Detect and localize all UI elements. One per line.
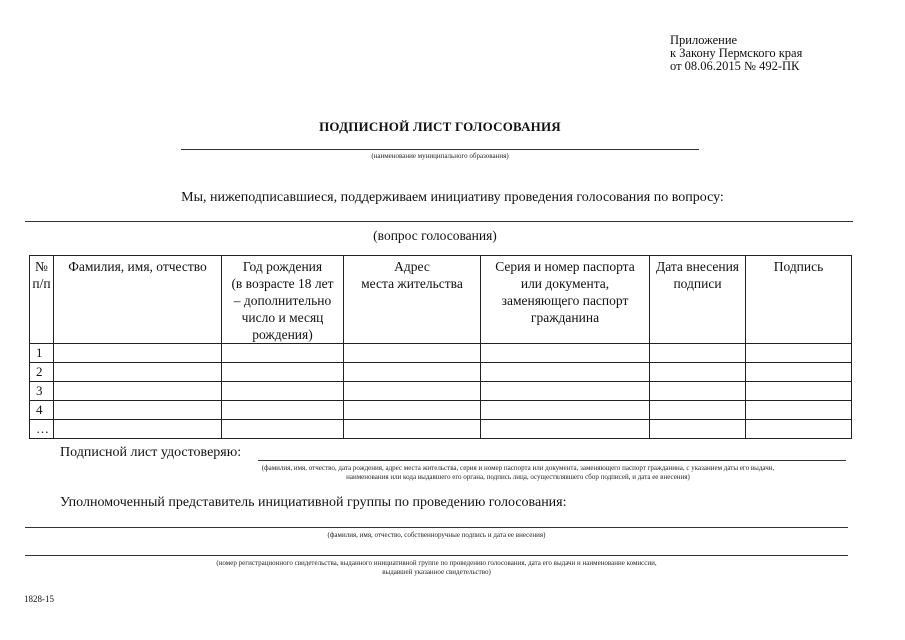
table-row xyxy=(30,344,852,363)
row-number: 1 xyxy=(30,344,54,363)
header-text: Подпись xyxy=(773,259,824,274)
representative-label: Уполномоченный представитель инициативной группы по проведению голосования: xyxy=(60,495,567,510)
appendix-line-2: к Закону Пермского края xyxy=(670,46,803,60)
birth-year-cell[interactable] xyxy=(222,363,344,382)
row-number: 2 xyxy=(30,363,54,382)
signature-cell[interactable] xyxy=(746,363,852,382)
full-name-cell[interactable] xyxy=(54,363,222,382)
row-number: … xyxy=(30,420,54,439)
representative-caption: (фамилия, имя, отчество, собственноручные подпись и дата ее внесения) xyxy=(327,531,546,539)
header-signing-date xyxy=(650,256,746,344)
address-cell[interactable] xyxy=(344,363,481,382)
certify-caption-1: (фамилия, имя, отчество, дата рождения, адрес места жительства, серия и номер паспорта или документа, заменяющего паспорт гражданина, с указанием даты его выдачи, xyxy=(261,464,775,472)
intro-text: Мы, нижеподписавшиеся, поддерживаем инициативу проведения голосования по вопросу: xyxy=(181,190,724,205)
signing-date-cell[interactable] xyxy=(650,363,746,382)
header-text: или документа, xyxy=(520,276,610,291)
table-row xyxy=(30,382,852,401)
header-text: (в возрасте 18 лет xyxy=(231,276,334,291)
header-text: Адрес xyxy=(394,259,430,274)
passport-cell[interactable] xyxy=(481,363,650,382)
header-text: гражданина xyxy=(530,310,600,325)
appendix-block xyxy=(670,34,802,73)
appendix-line-3: от 08.06.2015 № 492-ПК xyxy=(670,59,800,73)
certify-caption-2: наименования или кода выдавшего его органа, подпись лица, осуществлявшего сбор подписей, и дата ее внесения) xyxy=(346,473,690,481)
table-row xyxy=(30,420,852,439)
address-cell[interactable] xyxy=(344,344,481,363)
header-text: Дата внесения xyxy=(655,259,740,274)
document-code: 1828-15 xyxy=(24,594,54,604)
passport-cell[interactable] xyxy=(481,401,650,420)
address-cell[interactable] xyxy=(344,420,481,439)
header-text: заменяющего паспорт xyxy=(501,293,629,308)
birth-year-cell[interactable] xyxy=(222,382,344,401)
header-text: число и месяц xyxy=(241,310,324,325)
registration-line xyxy=(25,555,848,556)
birth-year-cell[interactable] xyxy=(222,401,344,420)
full-name-cell[interactable] xyxy=(54,401,222,420)
question-caption: (вопрос голосования) xyxy=(373,228,497,243)
address-cell[interactable] xyxy=(344,401,481,420)
signing-date-cell[interactable] xyxy=(650,420,746,439)
header-signature xyxy=(746,256,852,344)
address-cell[interactable] xyxy=(344,382,481,401)
certify-line xyxy=(258,460,846,461)
full-name-cell[interactable] xyxy=(54,344,222,363)
passport-cell[interactable] xyxy=(481,420,650,439)
header-birth-year xyxy=(222,256,344,344)
question-line xyxy=(25,221,853,222)
passport-cell[interactable] xyxy=(481,382,650,401)
header-text: Год рождения xyxy=(242,259,323,274)
full-name-cell[interactable] xyxy=(54,420,222,439)
header-text: рождения) xyxy=(252,327,313,342)
signing-date-cell[interactable] xyxy=(650,382,746,401)
signature-cell[interactable] xyxy=(746,382,852,401)
signature-cell[interactable] xyxy=(746,344,852,363)
header-text: Фамилия, имя, отчество xyxy=(68,259,207,274)
header-text: подписи xyxy=(673,276,722,291)
passport-cell[interactable] xyxy=(481,344,650,363)
table-header-row xyxy=(30,256,852,344)
header-full-name xyxy=(54,256,222,344)
signature-cell[interactable] xyxy=(746,420,852,439)
registration-caption-1: (номер регистрационного свидетельства, выданного инициативной группе по проведению голосования, дата его выдачи и наименование комиссии, xyxy=(216,559,657,567)
signature-table xyxy=(29,255,852,439)
registration-caption-2: выдавшей указанное свидетельство) xyxy=(382,568,491,576)
certify-label: Подписной лист удостоверяю: xyxy=(60,445,242,460)
appendix-line-1: Приложение xyxy=(670,33,738,47)
header-text: – дополнительно xyxy=(233,293,332,308)
table-row xyxy=(30,401,852,420)
row-number: 4 xyxy=(30,401,54,420)
header-number xyxy=(30,256,54,344)
municipality-line xyxy=(181,149,699,150)
row-number: 3 xyxy=(30,382,54,401)
signature-cell[interactable] xyxy=(746,401,852,420)
page-title: ПОДПИСНОЙ ЛИСТ ГОЛОСОВАНИЯ xyxy=(319,119,561,134)
signing-date-cell[interactable] xyxy=(650,401,746,420)
signing-date-cell[interactable] xyxy=(650,344,746,363)
table-row xyxy=(30,363,852,382)
municipality-caption: (наименование муниципального образования) xyxy=(371,152,509,160)
header-address xyxy=(344,256,481,344)
header-text: № xyxy=(35,259,48,274)
header-passport xyxy=(481,256,650,344)
full-name-cell[interactable] xyxy=(54,382,222,401)
header-text: Серия и номер паспорта xyxy=(495,259,635,274)
header-text: места жительства xyxy=(361,276,463,291)
representative-line xyxy=(25,527,848,528)
birth-year-cell[interactable] xyxy=(222,420,344,439)
birth-year-cell[interactable] xyxy=(222,344,344,363)
header-text: п/п xyxy=(32,276,51,291)
